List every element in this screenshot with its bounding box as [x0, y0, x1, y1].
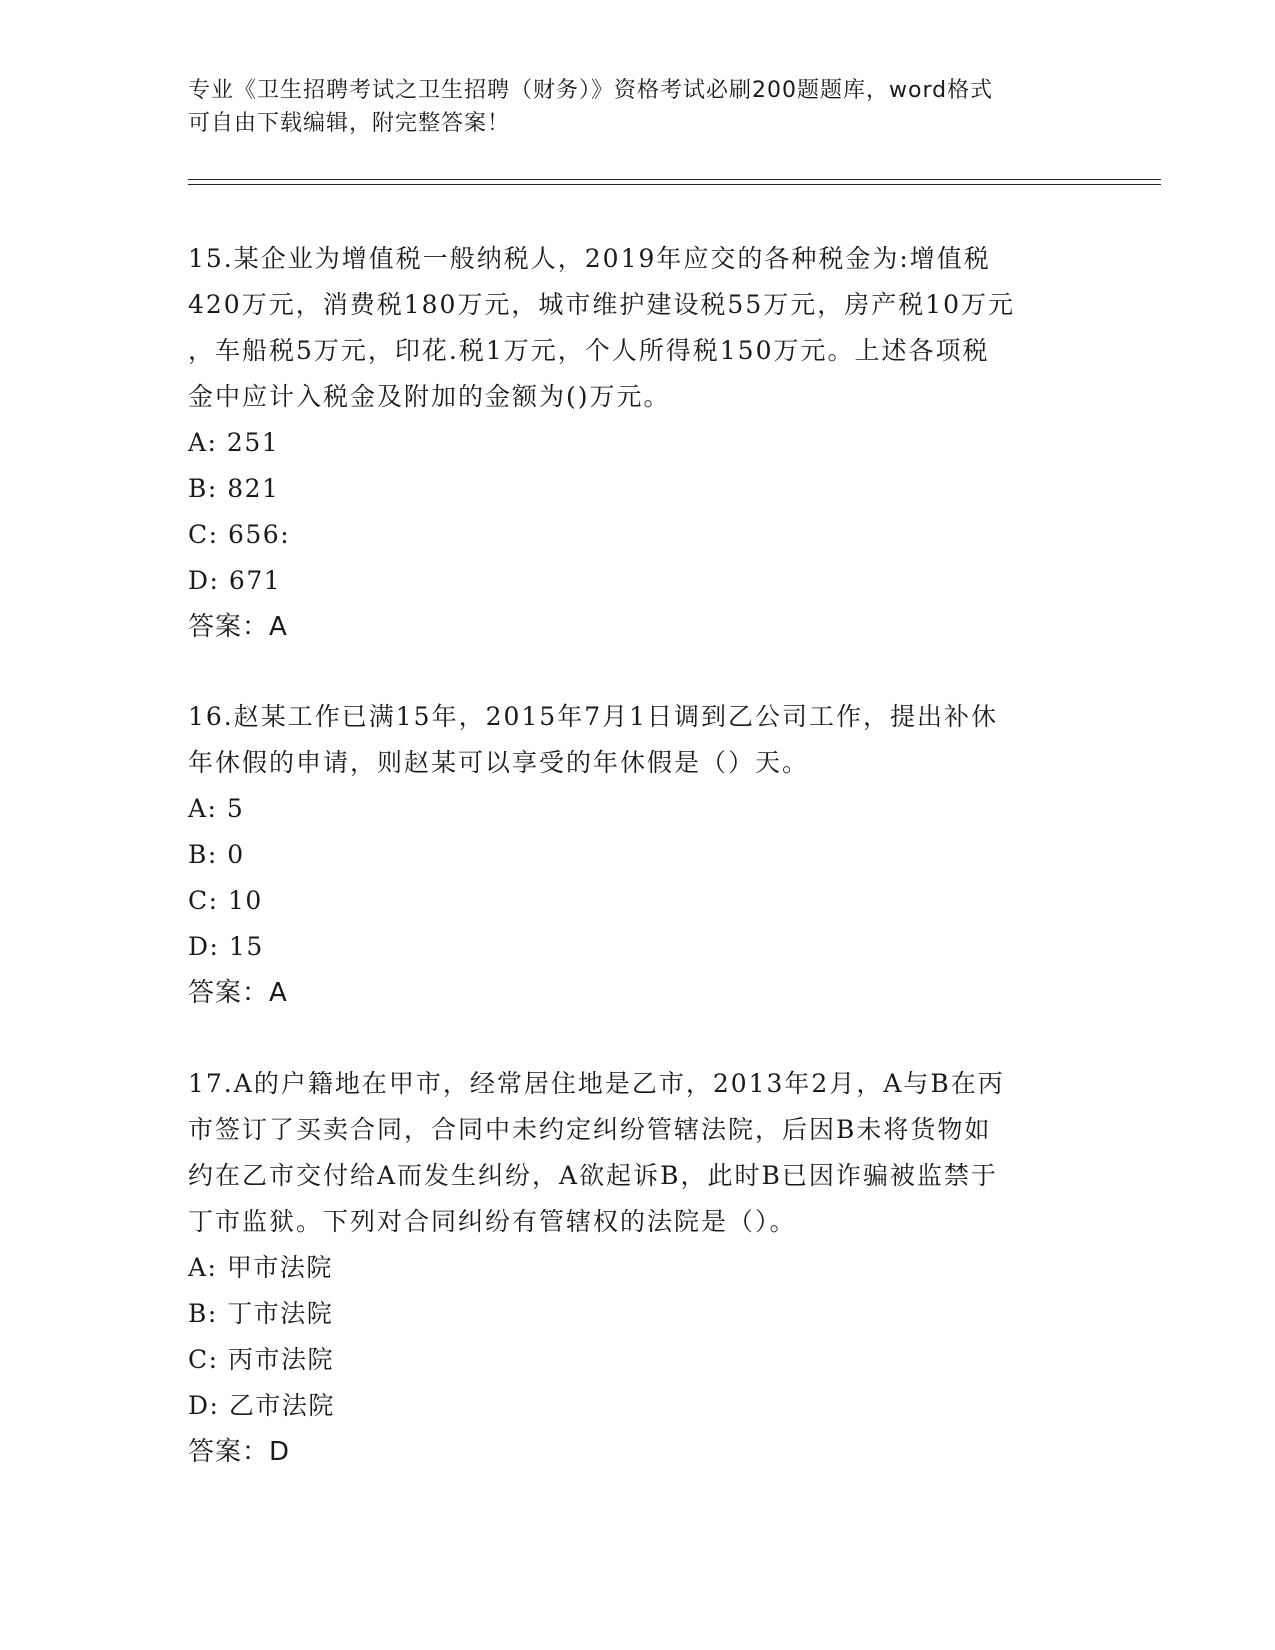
header-title-line-1: 专业《卫生招聘考试之卫生招聘（财务）》资格考试必刷200题题库，word格式 [188, 78, 994, 103]
header-divider-top [188, 179, 1161, 180]
answer-line: 答案：A [188, 612, 288, 642]
question-stem-line: 市签订了买卖合同，合同中未约定纠纷管辖法院，后因B未将货物如 [188, 1115, 992, 1144]
option-a: A: 251 [188, 428, 280, 457]
question-17 [188, 1061, 1088, 1475]
option-d: D: 671 [188, 566, 282, 595]
option-d: D: 乙市法院 [188, 1391, 335, 1420]
option-b: B: 821 [188, 474, 280, 503]
option-c: C: 656: [188, 520, 291, 549]
option-b: B: 0 [188, 840, 245, 869]
option-a: A: 甲市法院 [188, 1253, 333, 1282]
question-stem-line: 约在乙市交付给A而发生纠纷，A欲起诉B，此时B已因诈骗被监禁于 [188, 1161, 998, 1190]
question-stem-line: 16.赵某工作已满15年，2015年7月1日调到乙公司工作，提出补休 [188, 702, 999, 731]
question-15 [188, 236, 1088, 650]
question-stem-line: 17.A的户籍地在甲市，经常居住地是乙市，2013年2月，A与B在丙 [188, 1069, 1005, 1098]
question-stem-line: 金中应计入税金及附加的金额为()万元。 [188, 382, 671, 411]
question-stem-line: 丁市监狱。下列对合同纠纷有管辖权的法院是（）。 [188, 1207, 797, 1236]
option-c: C: 丙市法院 [188, 1345, 334, 1374]
question-stem-line: 年休假的申请，则赵某可以享受的年休假是（）天。 [188, 748, 810, 777]
answer-line: 答案：A [188, 978, 288, 1008]
header-title-line-2: 可自由下载编辑，附完整答案！ [188, 111, 511, 136]
option-d: D: 15 [188, 932, 264, 961]
document-header [188, 74, 1088, 140]
answer-line: 答案：D [188, 1437, 291, 1467]
option-b: B: 丁市法院 [188, 1299, 334, 1328]
option-a: A: 5 [188, 794, 245, 823]
option-c: C: 10 [188, 886, 263, 915]
question-16 [188, 694, 1088, 1016]
question-stem-line: 15.某企业为增值税一般纳税人，2019年应交的各种税金为:增值税 [188, 244, 991, 273]
question-stem-line: 420万元，消费税180万元，城市维护建设税55万元，房产税10万元 [188, 290, 1016, 319]
question-stem-line: ，车船税5万元，印花.税1万元，个人所得税150万元。上述各项税 [188, 336, 990, 365]
header-divider-bottom [188, 184, 1161, 185]
